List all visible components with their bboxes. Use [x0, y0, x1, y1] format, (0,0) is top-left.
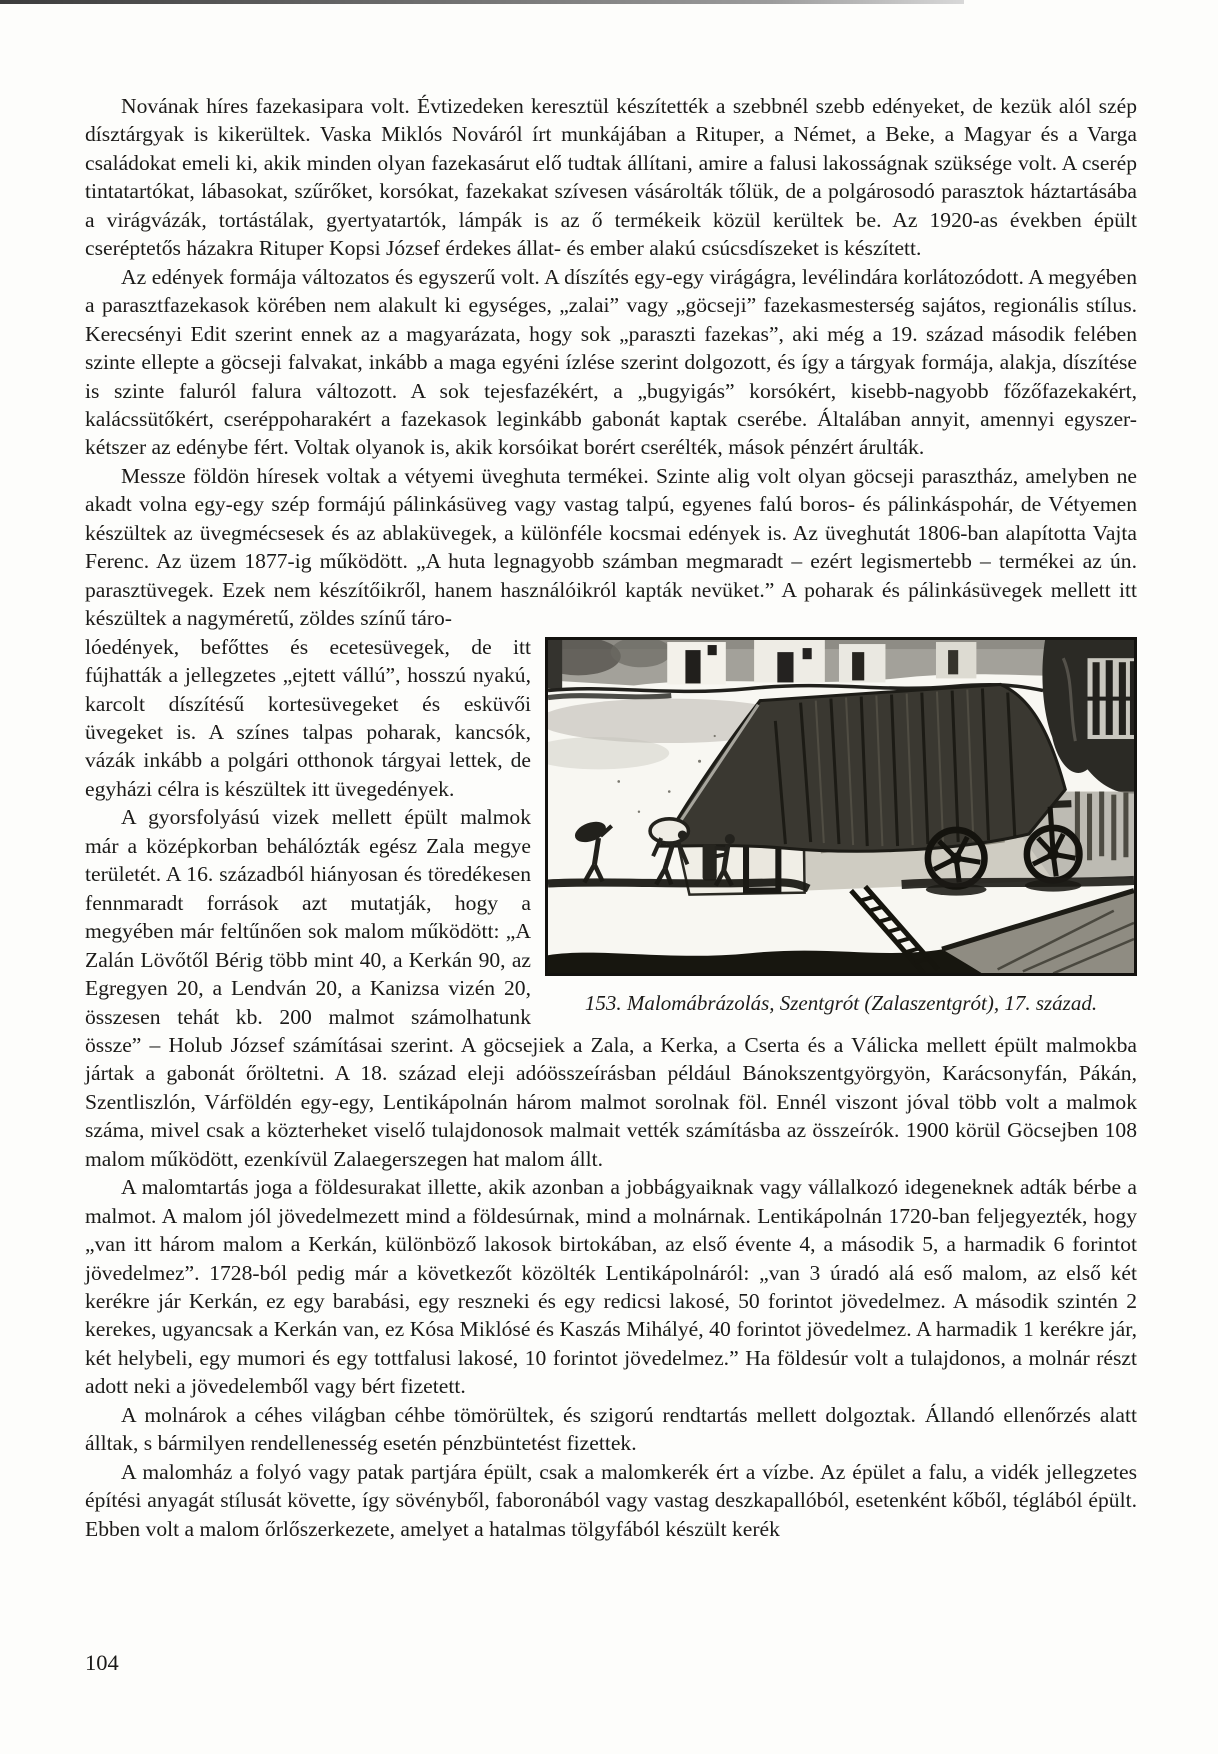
- mill-illustration-image: [545, 637, 1137, 976]
- paragraph-3-continued: lóedények, befőttes és ecetesüvegek, de itt fújhatták a jellegzetes „ejtett vállú”, hosszú nyakú, karcolt díszítésű kortesüvegeket és esküvői üvegeket is. A színes talpas poharak, kancsók, vázák inkább a polgári otthonok tárgyai lettek, de egyházi célra is készültek itt üvegedények.: [85, 634, 531, 801]
- paragraph-4: A gyorsfolyású vizek mellett épült malmok már a középkorban behálózták egész Zala megye területét. A 16. századból hiányosan és töredékesen fennmaradt források azt mutatják, hogy a megyében már feltűnően sok malom működött: „A Zalán Lövőtől Bérig több mint 40, a Kerkán 90, az Egregyen 20, a Lendván 20, a Kanizsa vizén 20, összesen tehát kb. 200 malmot számolhatunk össze” – Holub József számításai szerint. A göcsejiek a Zala, a Kerka, a Cserta és a Válicka mellett épült malmokba jártak a gabonát őröltetni. A 18. század eleji adóösszeírásban például Bánokszentgyörgyön, Karácsonyfán, Pákán, Szentliszlón, Várföldén egy-egy, Lentikápolnán három malmot sorolnak föl. Ennél viszont jóval több volt a malmok száma, mivel csak a közterheket viselő tulajdonosok malmait vették számításba az összeírók. 1900 körül Göcsejben 108 malom működött, ezenkívül Zalaegerszegen hat malom állt.: [85, 805, 1137, 1171]
- paragraph-2: Az edények formája változatos és egyszerű volt. A díszítés egy-egy virágágra, levélindára korlátozódott. A megyében a parasztfazekasok körében nem alakult ki egységes, „zalai” vagy „göcseji” fazekasmesterség sajátos, regionális stílus. Kerecsényi Edit szerint ennek az a magyarázata, hogy sok „paraszti fazekas”, aki még a 19. század második felében szinte ellepte a göcseji falvakat, inkább a maga egyéni ízlése szerint dolgozott, és így a tárgyak formája, alakja, díszítése is szinte faluról falura változott. A sok tejesfazékért, a „bugyigás” korsókért, kisebb-nagyobb főzőfazekakért, kalácssütőkért, cseréppoharakért a fazekasok leginkább gabonát kaptak cserébe. Általában annyit, amennyi egyszer-kétszer az edénybe fért. Voltak olyanok is, akik korsóikat borért cserélték, mások pénzért árulták.: [85, 264, 1137, 460]
- scan-artifact-top: [0, 0, 964, 4]
- paragraph-7: A malomház a folyó vagy patak partjára épült, csak a malomkerék ért a vízbe. Az épület a falu, a vidék jellegzetes építési anyagát stílusát követte, így sövényből, faboronából vagy vastag deszkapallóból, esetenként kőből, téglából épült. Ebben volt a malom őrlőszerkezete, amelyet a hatalmas tölgyfából készült kerék: [85, 1459, 1137, 1541]
- figure-caption: 153. Malomábrázolás, Szentgrót (Zalaszentgrót), 17. század.: [584, 991, 1098, 1016]
- figure-mill-illustration: [545, 637, 1137, 1016]
- page-number: 104: [85, 1650, 119, 1675]
- paragraph-3: Messze földön híresek voltak a vétyemi üveghuta termékei. Szinte alig volt olyan göcseji parasztház, amelyben ne akadt volna egy-egy szép formájú pálinkásüveg vagy vastag talpú, egyenes falú boros- és pálinkáspohár, de Vétyemen készültek az üvegmécsesek és az ablaküvegek, a különféle kocsmai edények is. Az üveghutát 1806-ban alapította Vajta Ferenc. Az üzem 1877-ig működött. „A huta legnagyobb számban megmaradt – ezért legismertebb – termékei az ún. parasztüvegek. Ezek nem készítőikről, hanem használóikról kapták nevüket.” A poharak és pálinkásüvegek mellett itt készültek a nagyméretű, zöldes színű táro-: [85, 463, 1137, 631]
- paragraph-6: A molnárok a céhes világban céhbe tömörültek, és szigorú rendtartás mellett dolgoztak. Állandó ellenőrzés alatt álltak, s bármilyen rendellenesség esetén pénzbüntetést fizettek.: [85, 1402, 1137, 1456]
- paragraph-5: A malomtartás joga a földesurakat illette, akik azonban a jobbágyaiknak vagy vállalkozó idegeneknek adták bérbe a malmot. A malom jól jövedelmezett mind a földesúrnak, mind a molnárnak. Lentikápolnán 1720-ban feljegyezték, hogy „van itt három malom a Kerkán, különböző lakosok birtokában, az első évente 4, a második 5, a harmadik 6 forintot jövedelmez”. 1728-ból pedig már a következőt közölték Lentikápolnáról: „van 3 úradó alá eső malom, az első két kerékre jár Kerkán, ez egy barabási, egy reszneki és egy redicsi lakosé, 50 forintot jövedelmez. A második szintén 2 kerekes, ugyancsak a Kerkán van, ez Kósa Miklósé és Kaszás Mihályé, 40 forintot jövedelmez. A harmadik 1 kerékre jár, két helybeli, egy mumori és egy tottfalusi lakosé, 10 forintot jövedelmez.” Ha földesúr volt a tulajdonos, a molnár részt adott neki a jövedelemből vagy bért fizetett.: [85, 1175, 1137, 1399]
- paragraph-1: Novának híres fazekasipara volt. Évtizedeken keresztül készítették a szebbnél szebb edényeket, de kezük alól szép dísztárgyak is kikerültek. Vaska Miklós Nováról írt munkájában a Rituper, a Német, a Beke, a Magyar és a Varga családokat emeli ki, akik minden olyan fazekasárut elő tudtak állítani, amire a falusi lakosságnak szüksége volt. A cserép tintatartókat, lábasokat, szűrőket, korsókat, fazekakat szívesen vásárolták tőlük, de a polgárosodó parasztok háztartásába a virágvázák, tortástálak, gyertyatartók, lámpák is az ő termékeik közül kerültek be. Az 1920-as években épült cseréptetős házakra Rituper Kopsi József érdekes állat- és ember alakú csúcsdíszeket is készített.: [85, 94, 1137, 261]
- article-text: [85, 92, 1137, 1543]
- mill-illustration-drawing: [548, 640, 1134, 973]
